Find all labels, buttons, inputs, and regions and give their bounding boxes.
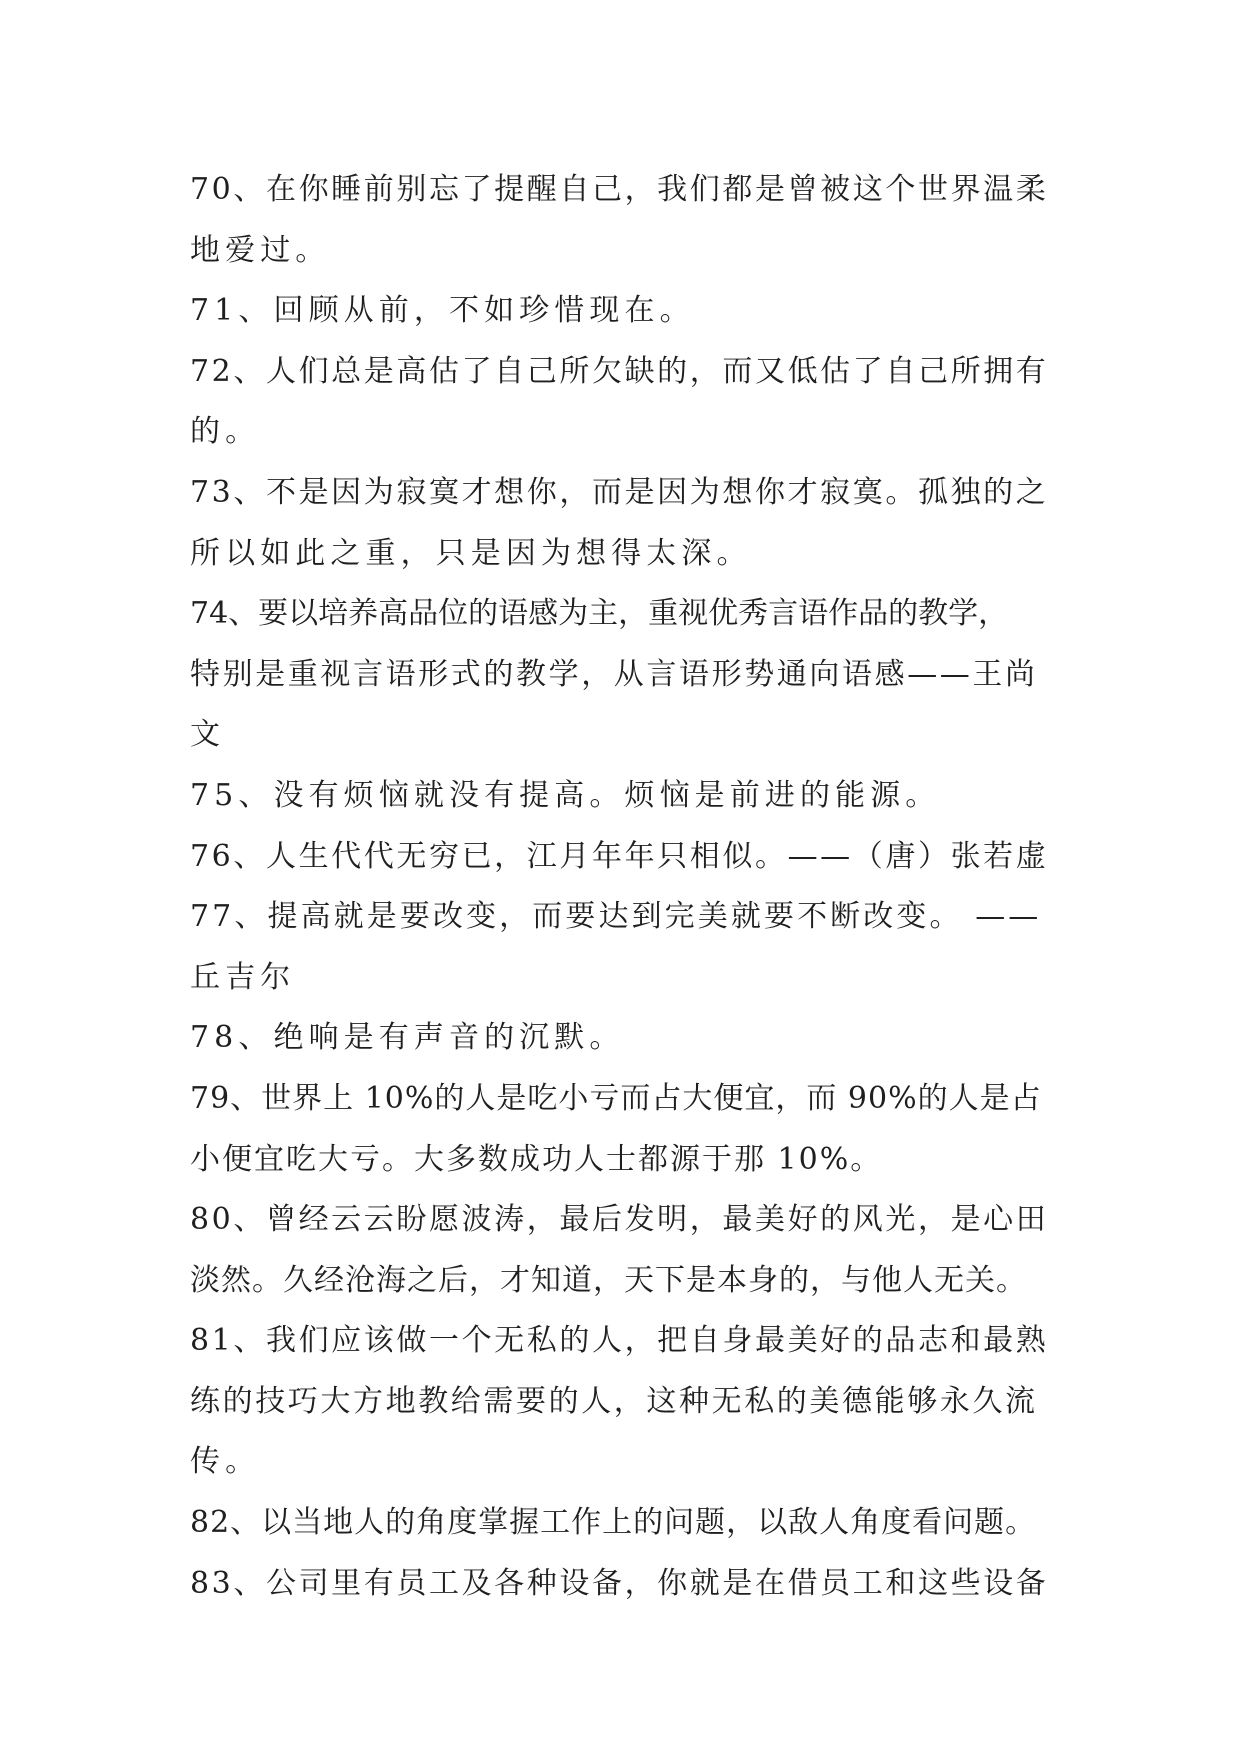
text-line: 76、人生代代无穷已，江月年年只相似。——（唐）张若虚 — [190, 838, 1049, 874]
text-line: 79、世界上 10%的人是吃小亏而占大便宜，而 90%的人是占 — [190, 1080, 1042, 1116]
text-line: 的。 — [190, 414, 261, 450]
text-line: 80、曾经云云盼愿波涛，最后发明，最美好的风光，是心田 — [190, 1202, 1049, 1238]
text-line: 淡然。久经沧海之后，才知道，天下是本身的，与他人无关。 — [190, 1262, 1027, 1298]
text-line: 73、不是因为寂寞才想你，而是因为想你才寂寞。孤独的之 — [190, 474, 1049, 510]
text-line: 78、绝响是有声音的沉默。 — [190, 1020, 625, 1056]
text-line: 特别是重视言语形式的教学，从言语形势通向语感——王尚 — [190, 656, 1038, 692]
text-line: 地爱过。 — [190, 232, 331, 268]
text-line: 75、没有烦恼就没有提高。烦恼是前进的能源。 — [190, 777, 941, 813]
text-line: 丘吉尔 — [190, 959, 296, 995]
text-line: 81、我们应该做一个无私的人，把自身最美好的品志和最熟 — [190, 1323, 1049, 1359]
text-line: 练的技巧大方地教给需要的人，这种无私的美德能够永久流 — [190, 1383, 1038, 1419]
text-line: 小便宜吃大亏。大多数成功人士都源于那 10%。 — [190, 1141, 883, 1177]
text-line: 传。 — [190, 1444, 261, 1480]
text-line: 77、提高就是要改变，而要达到完美就要不断改变。 —— — [190, 899, 1042, 935]
text-line: 72、人们总是高估了自己所欠缺的，而又低估了自己所拥有 — [190, 353, 1049, 389]
text-line: 文 — [190, 717, 226, 753]
text-line: 70、在你睡前别忘了提醒自己，我们都是曾被这个世界温柔 — [190, 172, 1049, 207]
text-line: 74、要以培养高品位的语感为主，重视优秀言语作品的教学， — [190, 596, 1009, 632]
text-line: 71、回顾从前，不如珍惜现在。 — [190, 293, 695, 329]
text-line: 83、公司里有员工及各种设备，你就是在借员工和这些设备 — [190, 1565, 1049, 1601]
document-body — [190, 160, 1050, 1614]
text-line: 82、以当地人的角度掌握工作上的问题，以敌人角度看问题。 — [190, 1505, 1037, 1541]
text-line: 所以如此之重，只是因为想得太深。 — [190, 535, 752, 571]
